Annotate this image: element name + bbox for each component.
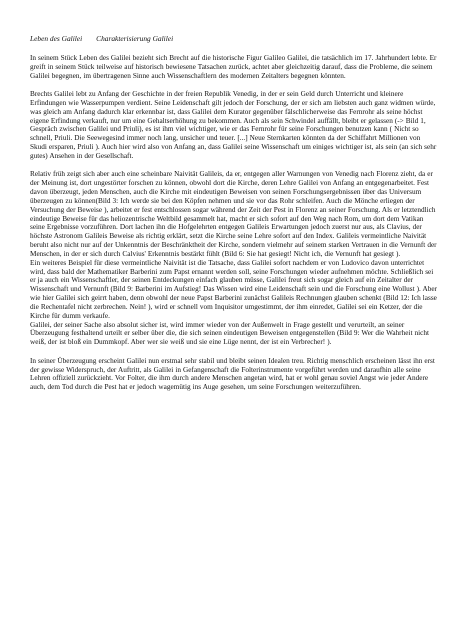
title-right: Charakterisierung Galilei <box>96 34 174 43</box>
paragraph-intro: In seinem Stück Leben des Galilei bezieht sich Brecht auf die historische Figur Galileo Galilei, die tatsächlich im 17. Jahrhundert lebte. Er greift in seinem Stück teilweise auf historisch bewiesene Tatsachen zurück, achtet aber gleichzeitig darauf, dass die Probleme, die seinem Galilei begegnen, im übertragenen Sinne auch Wissenschaftlern des modernen Zeitalters begegnen könnten. <box>30 54 437 80</box>
title-left: Leben des Galilei <box>30 34 83 43</box>
paragraph-venedig: Brechts Galilei lebt zu Anfang der Geschichte in der freien Republik Venedig, in der er sein Geld durch Unterricht und kleinere Erfindungen wie Wasserpumpen verdient. Seine Leidenschaft gilt jedoch der Forschung, der er sich am liebsten auch ganz widmen würde, was gleich am Anfang dadurch klar erkennbar ist, dass Galilei dem Kurator gegenüber fälschlicherweise das Fernrohr als seine höchst eigene Erfindung verkauft, nur um eine Gehaltserhöhung zu bekommen. Auch als sein Schwindel auffällt, bleibt er gelassen (-> Bild 1, Gespräch zwischen Galilei und Priuli), es ist ihm viel wichtiger, wie er das Fernrohr für seine Forschungen benutzen kann ( Nicht so schnell, Priuli. Die Seewegesind immer noch lang, unsicher und teuer. [...] Neue Sternkarten könnten da der Schiffahrt Millionen von Skudi ersparen, Priuli ). Auch hier wird also von Anfang an, dass Galilei seine Wissenschaft um einiges wichtiger ist, als sein (an sich sehr gutes) Ansehen in der Gesellschaft. <box>30 90 437 160</box>
paragraph-folter: In seiner Überzeugung erscheint Galilei nun erstmal sehr stabil und bleibt seinen Idealen treu. Richtig menschlich erscheinen lässt ihn erst der gewisse Widerspruch, der Auftritt, als Galilei in Gefangenschaft die Folterinstrumente vorgeführt werden und daraufhin alle seine Lehren offiziell zurückzieht. Vor Folter, die ihm durch andere Menschen angetan wird, hat er wohl genau soviel Angst wie jeder Andere auch, dem Tod durch die Pest hat er jedoch wagemütig ins Auge gesehen, um seine Forschungen weiterzuführen. <box>30 356 435 392</box>
paragraph-ueberzeugung: Galilei, der seiner Sache also absolut sicher ist, wird immer wieder von der Außenwelt in Frage gestellt und verurteilt, an seiner Überzeugung festhaltend urteilt er selber über die, die sich seinen eindeutigen Beweisen entgegenstellen (Bild 9: Wer die Wahrheit nicht weiß, der ist bloß ein Dummkopf. Aber wer sie weiß und sie eine Lüge nennt, der ist ein Verbrecher! ). <box>30 320 429 347</box>
paragraph-naivitaet: Relativ früh zeigt sich aber auch eine scheinbare Naivität Galileis, da er, entgegen aller Warnungen von Venedig nach Florenz zieht, da er der Meinung ist, dort ungestörter forschen zu können, obwohl dort die Kirche, deren Lehre Galilei von Anfang an entgegenarbeitet. Fest davon überzeugt, jeden Menschen, auch die Kirche mit eindeutigen Beweisen von seinen Forschungsergebnissen über das Universum überzeugen zu können(Bild 3: Ich werde sie bei den Köpfen nehmen und sie vor das Rohr schleifen. Auch die Mönche erliegen der Versuchung der Beweise ), arbeitet er fest entschlossen sogar während der Zeit der Pest in Florenz an seiner Forschung. Als er letztendlich eindeutige Beweise für das heliozentrische Weltbild gesammelt hat, macht er sich sofort auf den Weg nach Rom, um dort dem Vatikan seine Ergebnisse vorzuführen. Dort lachen ihn die Hofgelehrten entgegen Galileis Erwartungen jedoch zuerst nur aus, als Clavius, der höchste Astronom Galileis Beweise als richtig erklärt, setzt die Kirche seine Lehre sofort auf den Index. Galileis vermeintliche Naivität beruht also nicht nur auf der Unkenntnis der Beschränktheit der Kirche, sondern vielmehr auf seinem starken Vertrauen in die Vernunft der Menschen, in der er sich durch Calvius' Erkenntnis bestärkt fühlt (Bild 6: Sie hat gesiegt! Nicht ich, die Vernunft hat gesiegt ). <box>30 170 437 258</box>
page-title <box>30 34 438 43</box>
paragraph-barberini: Ein weiteres Beispiel für diese vermeintliche Naivität ist die Tatsache, dass Galilei sofort nachdem er von Ludovico davon unterrichtet wird, dass bald der Mathematiker Barberini zum Papst ernannt werden soll, seine Forschungen wieder aufnehmen möchte. Schließlich sei er ja auch ein Wissenschaftler, der seinen Entdeckungen einfach glauben müsse, Galilei freut sich sogar gleich auf ein Zeitalter der Wissenschaft und Vernunft (Bild 9: Barberini im Aufstieg! Das Wissen wird eine Leidenschaft sein und die Forschung eine Wollust ). Aber wie hier Galilei sich geirrt haben, denn obwohl der neue Papst Barberini zunächst Galileis Rechnungen glauben schenkt (Bild 12: Ich lasse die Rechentafel nicht zerbrechen. Nein! ), wird er schnell vom Inquisitor umgestimmt, der ihm einredet, Galilei sei ein Ketzer, der die Kirche für dumm verkaufe. <box>30 258 437 320</box>
